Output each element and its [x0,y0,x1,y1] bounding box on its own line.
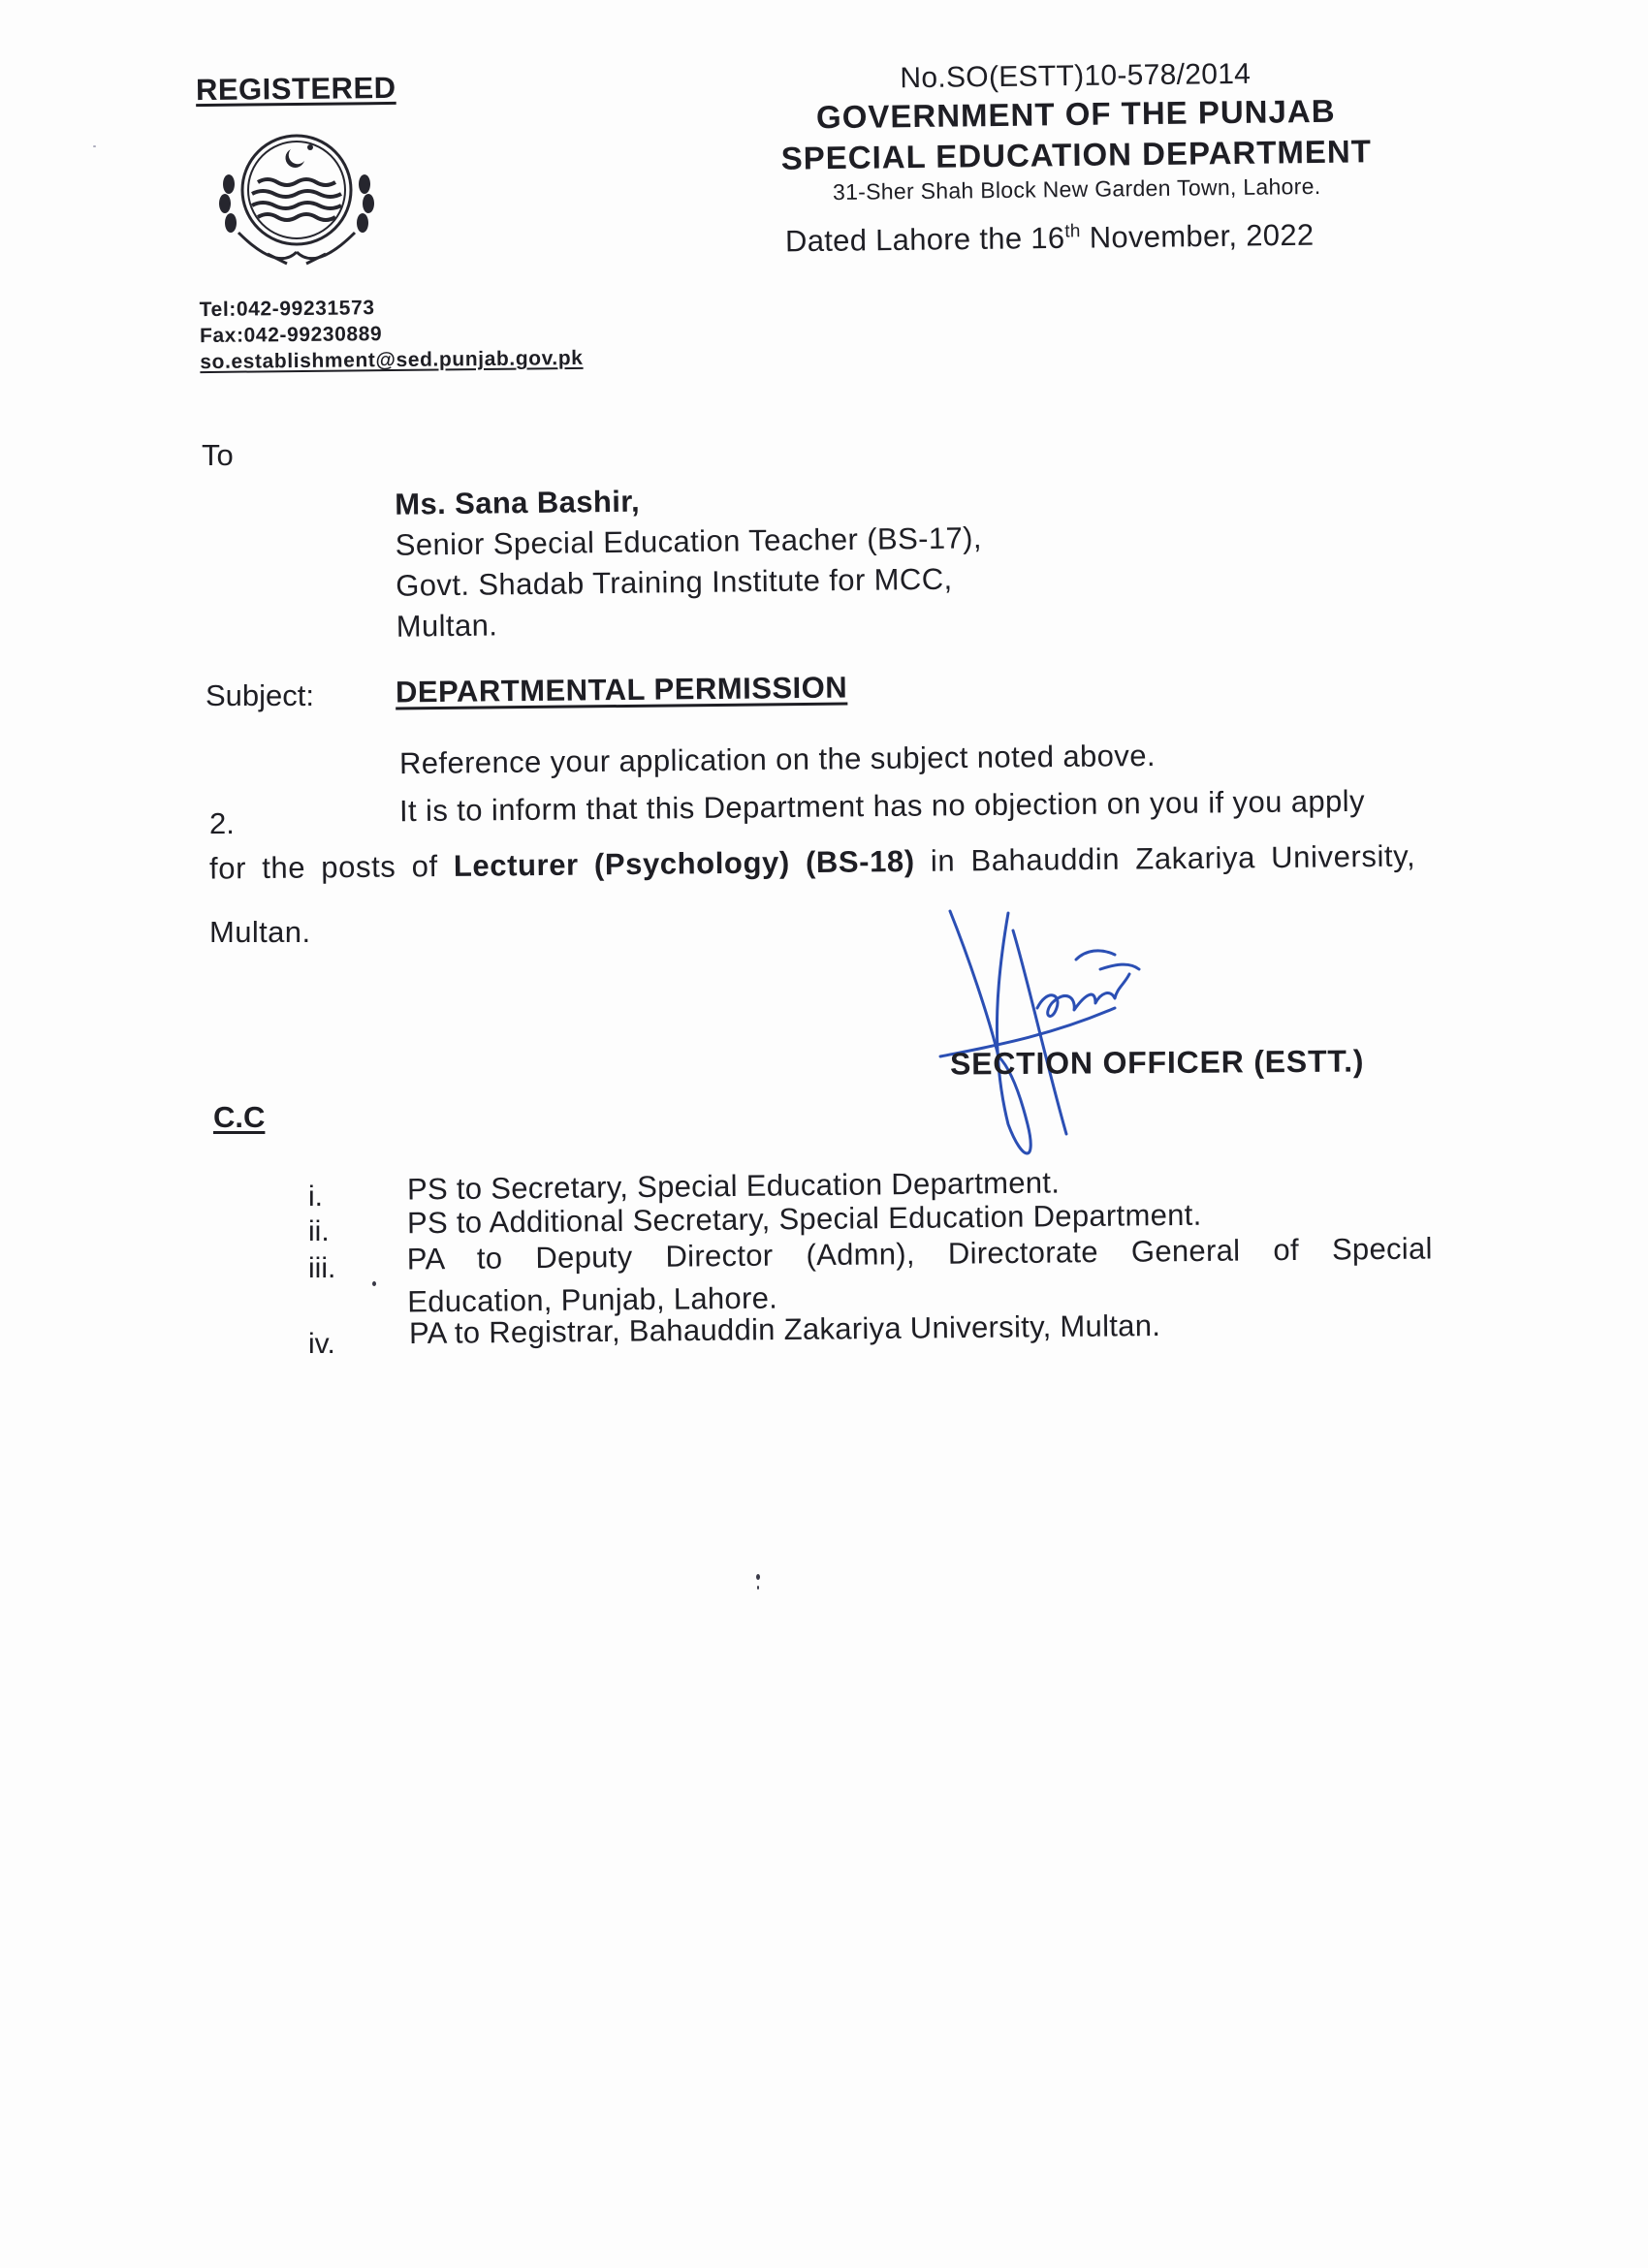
reference-number: No.SO(ESTT)10-578/2014 [900,57,1252,95]
cc-item-text-line-2: Education, Punjab, Lahore. [407,1280,778,1319]
officer-designation: SECTION OFFICER (ESTT.) [949,1043,1365,1082]
department-address: 31-Sher Shah Block New Garden Town, Lahore. [832,173,1321,205]
email-link[interactable]: so.establishment@sed.punjab.gov.pk [200,346,584,374]
addressee-block [395,477,983,646]
addressee-name: Ms. Sana Bashir, [395,484,641,521]
paragraph-2-line-3: Multan. [209,915,311,949]
department-title: SPECIAL EDUCATION DEPARTMENT [780,133,1373,176]
addressee-institute: Govt. Shadab Training Institute for MCC, [396,561,953,603]
cc-item-text: PS to Additional Secretary, Special Education Department. [406,1197,1202,1241]
paragraph-2-line-2 [209,838,1421,886]
registered-label: REGISTERED [195,70,396,108]
post-title: Lecturer (Psychology) (BS-18) [453,843,915,883]
cc-item-number: iv. [308,1328,335,1360]
date-rest: November, 2022 [1080,217,1315,255]
addressee-city: Multan. [396,608,498,644]
tel-number: Tel:042-99231573 [199,297,375,322]
cc-item-text [407,1227,1434,1323]
cc-item-number: ii. [308,1215,330,1247]
cc-item-text-line-1: PA to Deputy Director (Admn), Directorate General of Special [406,1231,1433,1276]
letterhead [765,56,1387,206]
cc-item-text: PS to Secretary, Special Education Department. [406,1165,1061,1207]
cc-label: C.C [213,1100,266,1134]
government-title: GOVERNMENT OF THE PUNJAB [815,92,1336,136]
paragraph-2-number: 2. [209,806,235,840]
paragraph-2-pre: for the posts of [208,848,455,886]
scan-speck [93,145,96,147]
letter-date [785,218,1315,260]
punjab-crest-logo [209,126,384,281]
handwritten-signature [931,901,1183,1182]
cc-item-text: PA to Registrar, Bahauddin Zakariya University, Multan. [408,1307,1161,1351]
paragraph-2-line-1: It is to inform that this Department has no objection on you if you apply [398,783,1366,829]
addressee-designation: Senior Special Education Teacher (BS-17), [395,520,983,562]
fax-number: Fax:042-99230889 [199,323,383,348]
date-suffix: th [1064,221,1081,242]
scan-speck [756,1574,760,1580]
to-label: To [202,438,234,472]
subject-text: DEPARTMENTAL PERMISSION [395,670,848,709]
subject-label: Subject: [206,678,315,712]
contact-block [200,293,584,375]
cc-item-number: i. [308,1181,323,1213]
date-prefix: Dated Lahore the 16 [784,220,1065,259]
scan-speck [372,1281,376,1286]
paragraph-2-post: in Bahauddin Zakariya University, [914,838,1416,878]
cc-item-number: iii. [308,1252,336,1284]
scan-speck [757,1586,759,1590]
paragraph-1: Reference your application on the subject noted above. [398,738,1157,781]
